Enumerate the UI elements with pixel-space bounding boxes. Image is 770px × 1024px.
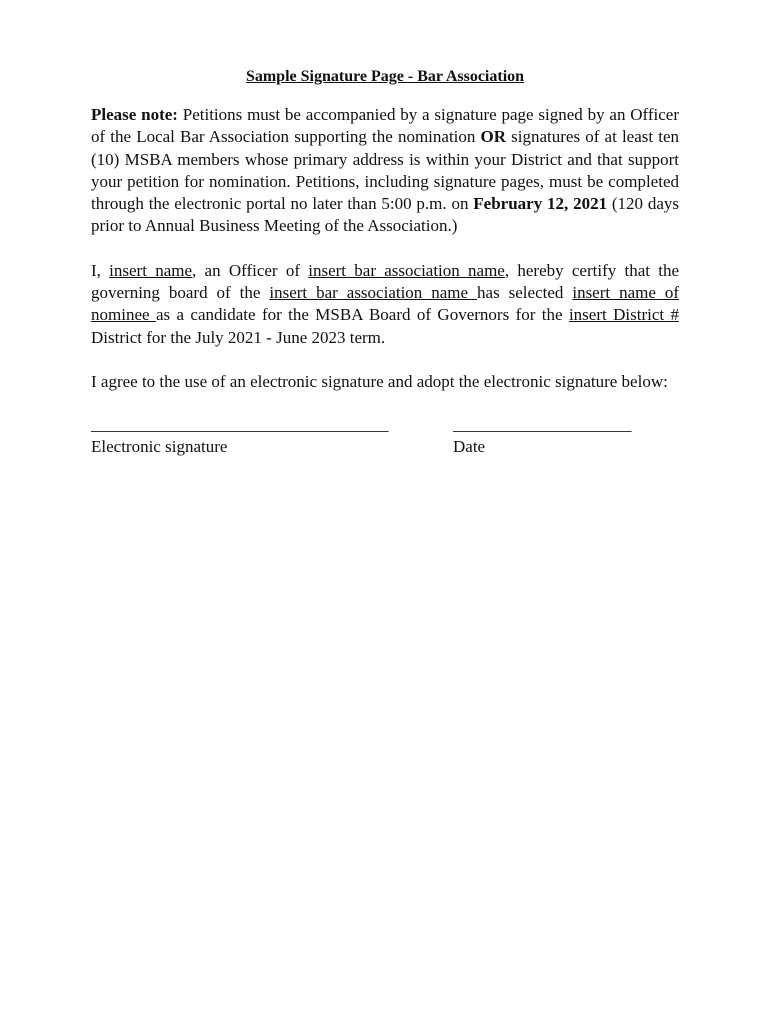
insert-name-placeholder[interactable]: insert name xyxy=(109,260,193,280)
insert-district-placeholder[interactable]: insert District # xyxy=(568,305,679,325)
insert-nominee-placeholder[interactable]: insert name of nominee xyxy=(91,283,679,325)
cert-text-2: , an Officer of xyxy=(192,260,309,280)
date-line[interactable]: _____________________ xyxy=(453,415,632,435)
signature-block xyxy=(91,415,679,475)
cert-text-4: has selected xyxy=(477,283,573,303)
note-paragraph xyxy=(91,104,679,238)
date-label: Date xyxy=(453,437,486,457)
cert-text-5: as a candidate for the MSBA Board of Governors for the xyxy=(155,305,569,325)
note-text: Petitions must be accompanied by a signature page signed by an Officer of the Local Bar Association supporting the nomination xyxy=(91,105,680,147)
cert-text-3: , hereby certify that the governing board of the xyxy=(91,260,679,303)
certification-paragraph xyxy=(91,260,679,349)
signature-label: Electronic signature xyxy=(91,437,228,457)
page-title: Sample Signature Page - Bar Association xyxy=(245,68,525,85)
agreement-paragraph: I agree to the use of an electronic signature and adopt the electronic signature below: xyxy=(91,371,668,391)
insert-bar-name-placeholder-2[interactable]: insert bar association name xyxy=(269,283,478,303)
note-label: Please note: xyxy=(91,105,178,124)
note-deadline: February 12, 2021 xyxy=(473,194,608,214)
note-text-2: signatures of at least ten (10) MSBA members whose primary address is within your District and that support your petition for nomination. Petitions, including signature pages, must be completed through the electronic portal no later than 5:00 p.m. on xyxy=(91,127,679,214)
note-text-3: (120 days prior to Annual Business Meeting of the Association.) xyxy=(91,194,680,236)
cert-text-6: District for the July 2021 - June 2023 term. xyxy=(91,327,386,347)
cert-text-1: I, xyxy=(91,260,110,280)
document-page xyxy=(91,66,679,475)
insert-bar-name-placeholder[interactable]: insert bar association name xyxy=(308,260,505,280)
note-or: OR xyxy=(480,127,507,147)
signature-line[interactable]: ___________________________________ xyxy=(91,415,389,435)
